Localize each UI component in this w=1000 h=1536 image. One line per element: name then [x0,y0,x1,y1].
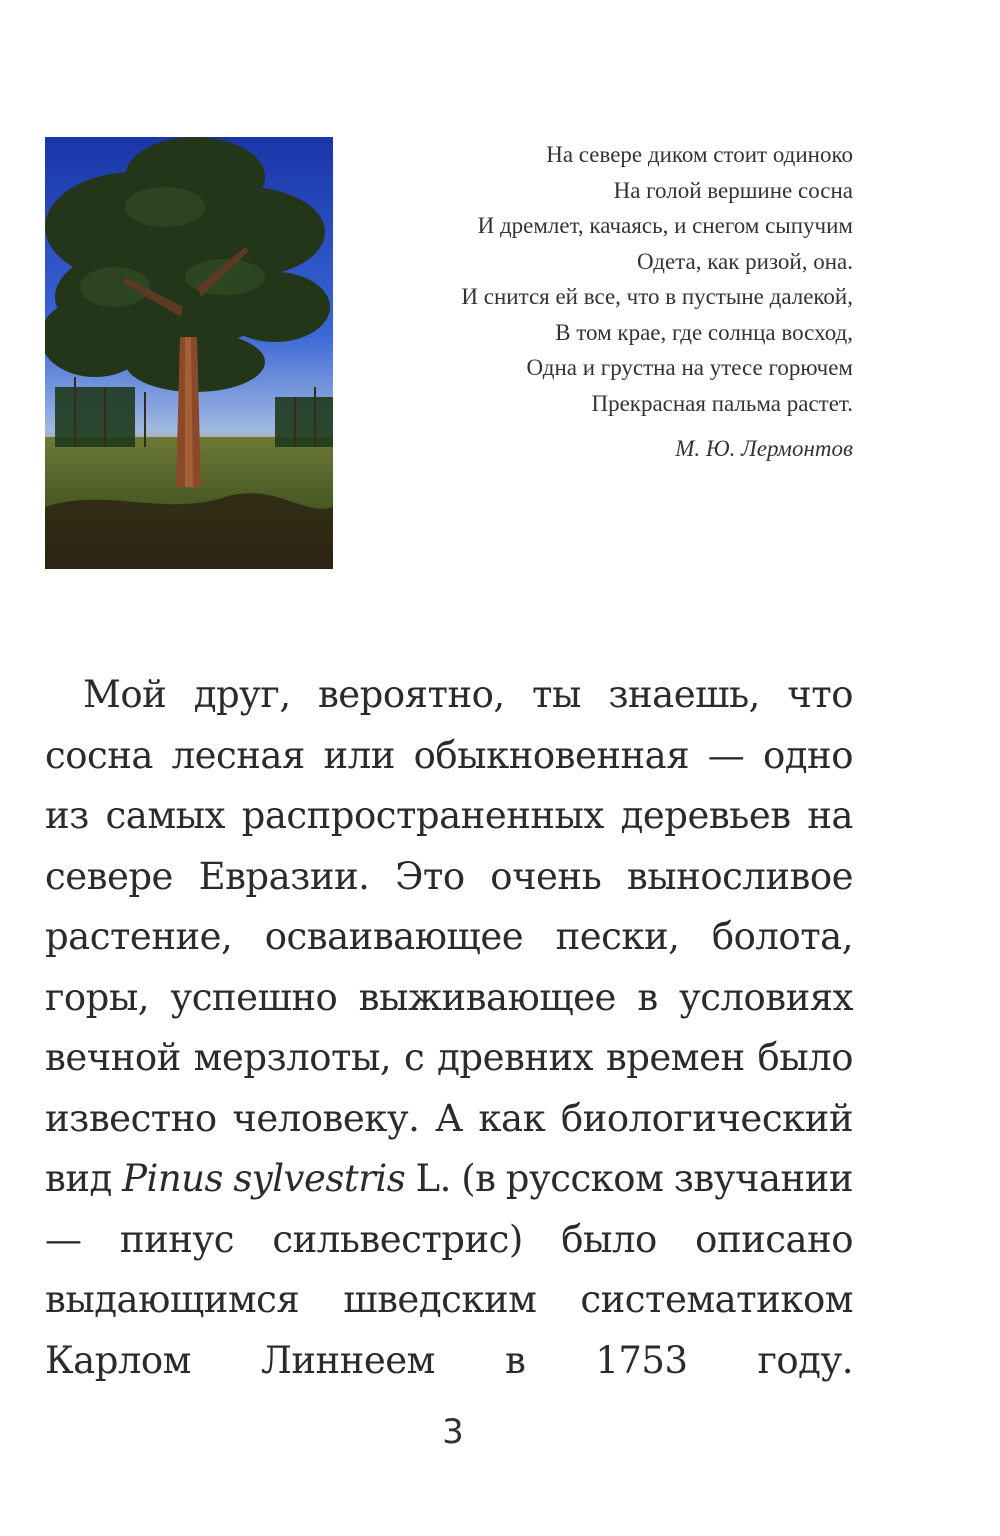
epigraph-poem [350,137,853,467]
poem-author: М. Ю. Лермонтов [675,436,853,461]
poem-line: И дремлет, качаясь, и снегом сыпучим [477,213,853,238]
latin-species-name: Pinus sylvestris [122,1157,406,1200]
body-paragraph [45,665,853,1391]
poem-line: Прекрасная пальма растет. [591,390,853,416]
poem-line: Одета, как ризой, она. [636,248,853,274]
body-text-part2: L. (в русском звучании — пинус сильвестрис) было описано выдающимся шведским систематиком Карлом Линнеем в 1753 году. [45,1157,853,1382]
poem-line: На голой вершине сосна [613,177,853,203]
body-text-part1: Мой друг, вероятно, ты знаешь, что сосна лесная или обыкновенная — одно из самых распространенных деревьев на севере Евразии. Это очень выносливое растение, осваивающее пески, болота, горы, успешно выживающее в условиях вечной мерзлоты, с древних времен было известно человеку. А как биологический вид [45,673,853,1200]
pine-tree-icon [45,137,333,569]
poem-line: В том крае, где солнца восход, [555,319,853,345]
poem-line: Одна и грустна на утесе горючем [526,355,853,380]
page-number: 3 [442,1412,464,1452]
poem-line: На севере диком стоит одиноко [546,142,853,167]
poem-line: И снится ей все, что в пустыне далекой, [461,284,853,309]
pine-tree-photo [45,137,333,569]
